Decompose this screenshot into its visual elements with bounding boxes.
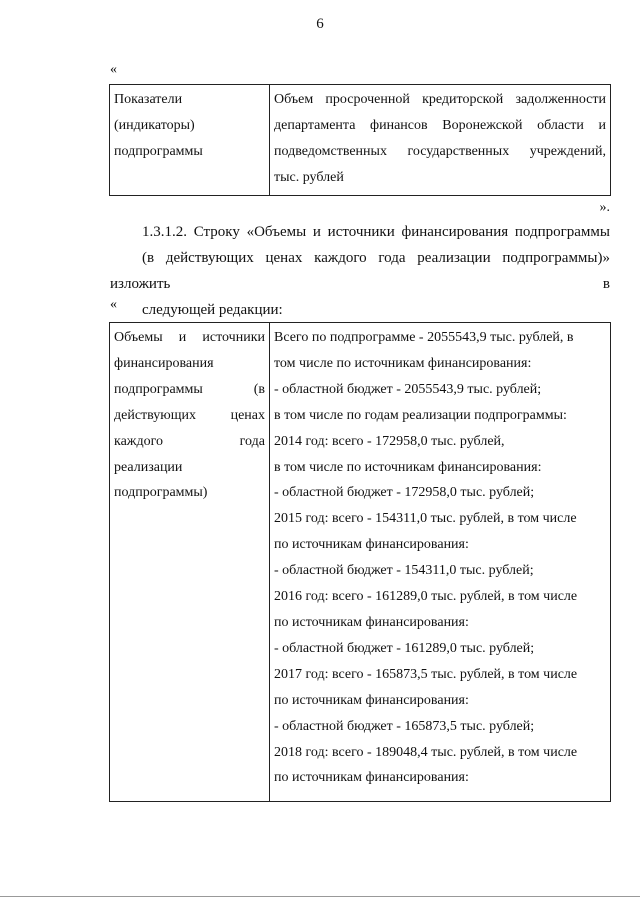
funding-value-line: по источникам финансирования:	[274, 770, 469, 786]
funding-value-line: - областной бюджет - 161289,0 тыс. рублей;	[274, 640, 535, 656]
funding-label-line: реализации	[114, 459, 183, 475]
funding-value-line: в том числе по источникам финансирования:	[274, 459, 542, 475]
funding-label-line: каждого года	[114, 433, 265, 449]
indicators-label-line: (индикаторы)	[114, 118, 195, 133]
funding-value-line: том числе по источникам финансирования:	[274, 355, 532, 371]
funding-value-line: 2018 год: всего - 189048,4 тыс. рублей, в том числе	[274, 744, 578, 760]
funding-value-line: по источникам финансирования:	[274, 692, 469, 708]
funding-label-line: действующих ценах	[114, 407, 265, 423]
page-number: 6	[316, 16, 324, 32]
indicators-label-cell	[110, 85, 270, 196]
funding-label-line: подпрограммы (в	[114, 381, 265, 397]
funding-value-line: в том числе по годам реализации подпрограммы:	[274, 407, 567, 423]
funding-value-line: - областной бюджет - 165873,5 тыс. рублей;	[274, 718, 535, 734]
footer-rule	[0, 896, 640, 897]
funding-label-line: Объемы и источники	[114, 330, 265, 345]
open-quote: «	[110, 297, 117, 312]
funding-label-line: подпрограммы)	[114, 485, 208, 501]
funding-value-line: - областной бюджет - 172958,0 тыс. рублей;	[274, 485, 535, 501]
indicators-label-line: подпрограммы	[114, 144, 203, 159]
funding-value-cell	[270, 323, 611, 802]
close-quote: ».	[599, 200, 610, 215]
funding-value-line: 2017 год: всего - 165873,5 тыс. рублей, в том числе	[274, 666, 578, 682]
funding-value-line: - областной бюджет - 154311,0 тыс. рублей;	[274, 563, 534, 579]
funding-label-cell	[110, 323, 270, 802]
indicators-value-cell	[270, 85, 611, 196]
paragraph-line: (в действующих ценах каждого года реализации подпрограммы)» изложить в	[110, 250, 610, 292]
funding-table	[109, 322, 611, 802]
open-quote: «	[110, 62, 117, 77]
funding-value-line: по источникам финансирования:	[274, 614, 469, 630]
funding-value-line: по источникам финансирования:	[274, 537, 469, 553]
funding-label-line: финансирования	[114, 355, 214, 371]
paragraph-line: 1.3.1.2. Строку «Объемы и источники финансирования подпрограммы	[142, 224, 610, 240]
indicators-value-line: Объем просроченной кредиторской задолженности	[274, 92, 606, 107]
indicators-value-line: департамента финансов Воронежской области и	[274, 118, 606, 133]
amendment-paragraph	[110, 219, 610, 323]
indicators-label-line: Показатели	[114, 92, 183, 107]
paragraph-line: следующей редакции:	[142, 302, 283, 318]
indicators-value-line: тыс. рублей	[274, 170, 344, 185]
funding-value-line: - областной бюджет - 2055543,9 тыс. рублей;	[274, 381, 542, 397]
table-row	[110, 323, 611, 802]
funding-value-line: 2014 год: всего - 172958,0 тыс. рублей,	[274, 433, 505, 449]
indicators-value-line: подведомственных государственных учреждений,	[274, 144, 606, 159]
funding-value-line: 2015 год: всего - 154311,0 тыс. рублей, в том числе	[274, 511, 577, 527]
funding-value-line: 2016 год: всего - 161289,0 тыс. рублей, в том числе	[274, 589, 578, 605]
table-row	[110, 85, 611, 196]
funding-value-line: Всего по подпрограмме - 2055543,9 тыс. рублей, в	[274, 330, 574, 345]
indicators-table	[109, 84, 611, 196]
